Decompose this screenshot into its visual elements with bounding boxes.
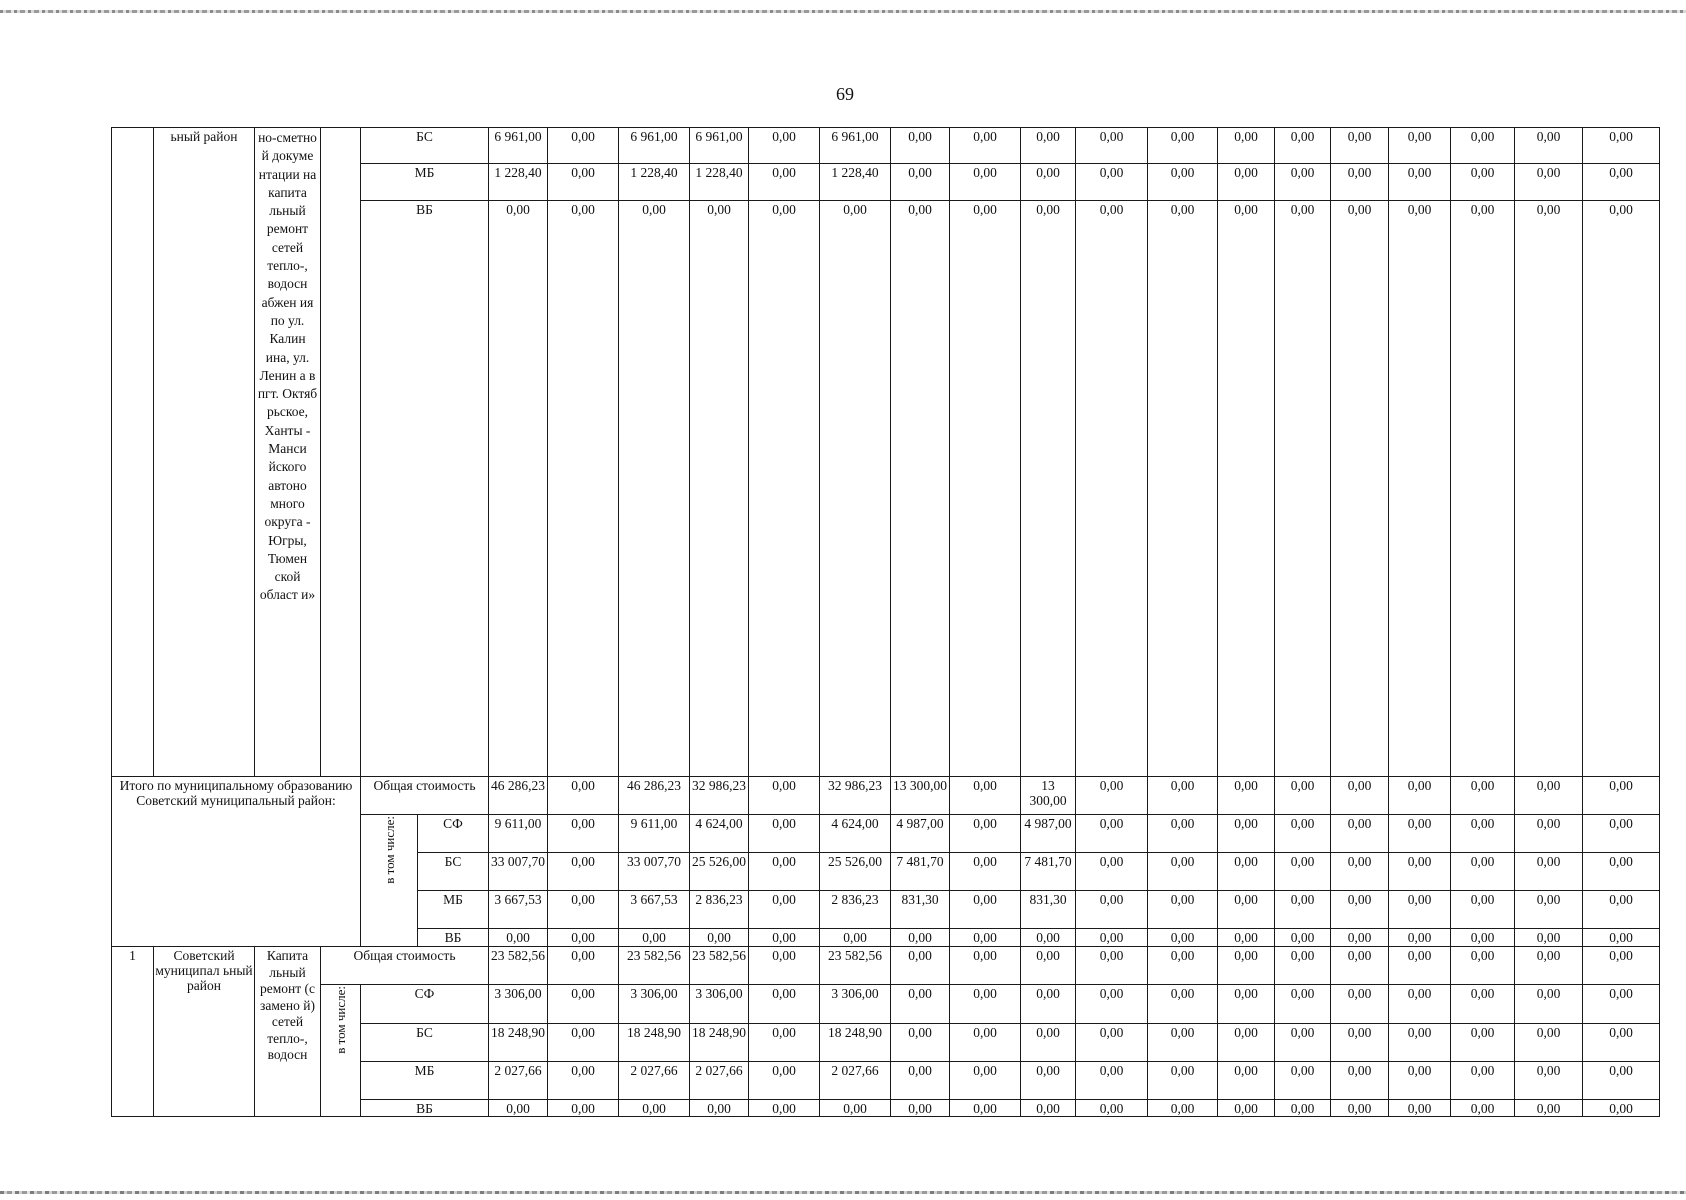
value-cell: 0,00 — [1583, 776, 1660, 814]
source-cell: ВБ — [418, 929, 489, 947]
value-cell: 0,00 — [1148, 814, 1218, 852]
value-cell: 3 667,53 — [489, 891, 548, 929]
value-cell: 831,30 — [891, 891, 950, 929]
value-cell: 0,00 — [1331, 128, 1389, 164]
total-cost-label: Общая стоимость — [361, 776, 489, 814]
value-cell: 0,00 — [1218, 128, 1275, 164]
value-cell: 0,00 — [1515, 1061, 1583, 1099]
value-cell: 0,00 — [1389, 929, 1451, 947]
value-cell: 0,00 — [1451, 1023, 1515, 1061]
value-cell: 0,00 — [1451, 164, 1515, 201]
object-cell: но-сметно й докуме нтации на капита льный ремонт сетей тепло-, водосн абжен ия по ул. Калин ина, ул. Ленин а в пгт. Октяб рьское, Ханты - Манси йского автоно много округа - Югры, Тюмен ской област и» — [255, 128, 321, 777]
value-cell: 4 987,00 — [891, 814, 950, 852]
value-cell: 0,00 — [1076, 814, 1148, 852]
value-cell: 0,00 — [1583, 1023, 1660, 1061]
value-cell: 0,00 — [1515, 947, 1583, 985]
value-cell: 0,00 — [1148, 891, 1218, 929]
value-cell: 3 306,00 — [489, 985, 548, 1023]
value-cell: 4 624,00 — [690, 814, 749, 852]
value-cell: 6 961,00 — [619, 128, 690, 164]
value-cell: 0,00 — [1389, 1023, 1451, 1061]
value-cell: 0,00 — [1076, 128, 1148, 164]
budget-table — [111, 127, 1660, 1117]
value-cell: 0,00 — [1515, 128, 1583, 164]
value-cell: 0,00 — [1515, 852, 1583, 890]
value-cell: 0,00 — [548, 164, 619, 201]
value-cell: 0,00 — [1148, 164, 1218, 201]
value-cell: 0,00 — [891, 1099, 950, 1116]
value-cell: 0,00 — [1331, 929, 1389, 947]
value-cell: 0,00 — [1451, 128, 1515, 164]
value-cell: 23 582,56 — [690, 947, 749, 985]
in-total-vertical-label: в том числе: — [361, 814, 418, 946]
value-cell: 0,00 — [1148, 1023, 1218, 1061]
value-cell: 0,00 — [1021, 1061, 1076, 1099]
value-cell: 0,00 — [891, 128, 950, 164]
value-cell: 0,00 — [1275, 985, 1331, 1023]
value-cell: 0,00 — [548, 947, 619, 985]
total-label-cell: Итого по муниципальному образованию Советский муниципальный район: — [112, 776, 361, 947]
value-cell: 0,00 — [1389, 985, 1451, 1023]
value-cell: 0,00 — [1583, 985, 1660, 1023]
value-cell: 18 248,90 — [820, 1023, 891, 1061]
value-cell: 2 027,66 — [489, 1061, 548, 1099]
value-cell: 0,00 — [1076, 947, 1148, 985]
value-cell: 23 582,56 — [619, 947, 690, 985]
value-cell: 0,00 — [950, 164, 1021, 201]
value-cell: 0,00 — [1583, 814, 1660, 852]
value-cell: 0,00 — [1331, 852, 1389, 890]
value-cell: 0,00 — [1583, 201, 1660, 776]
value-cell: 0,00 — [1275, 776, 1331, 814]
value-cell: 0,00 — [1451, 1099, 1515, 1116]
scan-edge-top — [0, 10, 1686, 13]
value-cell: 0,00 — [1389, 164, 1451, 201]
value-cell: 46 286,23 — [619, 776, 690, 814]
value-cell: 33 007,70 — [489, 852, 548, 890]
value-cell: 0,00 — [749, 814, 820, 852]
value-cell: 0,00 — [891, 201, 950, 776]
value-cell: 0,00 — [1076, 1023, 1148, 1061]
source-cell: МБ — [418, 891, 489, 929]
value-cell: 0,00 — [1331, 891, 1389, 929]
value-cell: 0,00 — [548, 1061, 619, 1099]
value-cell: 0,00 — [1218, 985, 1275, 1023]
value-cell: 0,00 — [1021, 929, 1076, 947]
value-cell: 0,00 — [749, 1023, 820, 1061]
value-cell: 0,00 — [749, 929, 820, 947]
value-cell: 0,00 — [1515, 164, 1583, 201]
value-cell: 0,00 — [1275, 891, 1331, 929]
value-cell: 18 248,90 — [619, 1023, 690, 1061]
value-cell: 0,00 — [1275, 947, 1331, 985]
value-cell: 3 667,53 — [619, 891, 690, 929]
value-cell: 0,00 — [548, 852, 619, 890]
value-cell: 0,00 — [1275, 814, 1331, 852]
num-cell: 1 — [112, 947, 154, 1117]
value-cell: 18 248,90 — [489, 1023, 548, 1061]
value-cell: 1 228,40 — [489, 164, 548, 201]
value-cell: 0,00 — [548, 128, 619, 164]
value-cell: 0,00 — [1451, 814, 1515, 852]
value-cell: 0,00 — [1076, 852, 1148, 890]
value-cell: 1 228,40 — [619, 164, 690, 201]
value-cell: 25 526,00 — [690, 852, 749, 890]
value-cell: 0,00 — [1275, 1061, 1331, 1099]
value-cell: 0,00 — [1076, 891, 1148, 929]
value-cell: 0,00 — [619, 929, 690, 947]
value-cell: 0,00 — [950, 891, 1021, 929]
value-cell: 0,00 — [1076, 1099, 1148, 1116]
value-cell: 0,00 — [489, 1099, 548, 1116]
value-cell: 0,00 — [1275, 164, 1331, 201]
value-cell: 0,00 — [1218, 852, 1275, 890]
value-cell: 0,00 — [749, 201, 820, 776]
value-cell: 0,00 — [548, 1099, 619, 1116]
value-cell: 0,00 — [1515, 985, 1583, 1023]
value-cell: 1 228,40 — [820, 164, 891, 201]
value-cell: 0,00 — [1076, 164, 1148, 201]
value-cell: 0,00 — [619, 201, 690, 776]
value-cell: 0,00 — [1275, 128, 1331, 164]
value-cell: 2 836,23 — [820, 891, 891, 929]
value-cell: 0,00 — [1389, 1099, 1451, 1116]
value-cell: 3 306,00 — [619, 985, 690, 1023]
value-cell: 0,00 — [1451, 891, 1515, 929]
scan-edge-bottom — [0, 1191, 1686, 1194]
value-cell: 0,00 — [1583, 947, 1660, 985]
value-cell: 0,00 — [749, 985, 820, 1023]
value-cell: 9 611,00 — [489, 814, 548, 852]
value-cell: 0,00 — [891, 1061, 950, 1099]
value-cell: 0,00 — [1451, 947, 1515, 985]
value-cell: 0,00 — [690, 929, 749, 947]
district-cell: ьный район — [154, 128, 255, 777]
value-cell: 46 286,23 — [489, 776, 548, 814]
value-cell: 0,00 — [1076, 985, 1148, 1023]
value-cell: 0,00 — [1331, 1023, 1389, 1061]
value-cell: 0,00 — [1275, 852, 1331, 890]
value-cell: 0,00 — [891, 929, 950, 947]
value-cell: 9 611,00 — [619, 814, 690, 852]
source-cell: БС — [361, 1023, 489, 1061]
value-cell: 0,00 — [1451, 776, 1515, 814]
value-cell: 0,00 — [1583, 1099, 1660, 1116]
value-cell: 7 481,70 — [891, 852, 950, 890]
value-cell: 0,00 — [1515, 201, 1583, 776]
value-cell: 0,00 — [1021, 1023, 1076, 1061]
page-number: 69 — [836, 84, 854, 104]
value-cell: 0,00 — [1021, 128, 1076, 164]
value-cell: 0,00 — [489, 201, 548, 776]
value-cell: 0,00 — [1451, 1061, 1515, 1099]
value-cell: 0,00 — [1218, 776, 1275, 814]
value-cell: 18 248,90 — [690, 1023, 749, 1061]
value-cell: 0,00 — [1331, 201, 1389, 776]
value-cell: 0,00 — [548, 1023, 619, 1061]
value-cell: 0,00 — [1331, 985, 1389, 1023]
value-cell: 0,00 — [1218, 164, 1275, 201]
value-cell: 0,00 — [1583, 164, 1660, 201]
value-cell: 0,00 — [1515, 929, 1583, 947]
value-cell: 0,00 — [1076, 929, 1148, 947]
value-cell: 0,00 — [1331, 814, 1389, 852]
value-cell: 0,00 — [749, 164, 820, 201]
value-cell: 0,00 — [690, 1099, 749, 1116]
value-cell: 2 027,66 — [820, 1061, 891, 1099]
source-cell: МБ — [361, 1061, 489, 1099]
value-cell: 831,30 — [1021, 891, 1076, 929]
section-a-row — [112, 128, 1660, 164]
value-cell: 0,00 — [548, 201, 619, 776]
value-cell: 0,00 — [950, 1023, 1021, 1061]
value-cell: 0,00 — [1583, 852, 1660, 890]
value-cell: 0,00 — [749, 852, 820, 890]
value-cell: 0,00 — [1389, 1061, 1451, 1099]
value-cell: 2 027,66 — [619, 1061, 690, 1099]
value-cell: 0,00 — [1148, 1061, 1218, 1099]
value-cell: 0,00 — [950, 852, 1021, 890]
value-cell: 0,00 — [1275, 1023, 1331, 1061]
section-c-row — [112, 985, 1660, 1023]
value-cell: 0,00 — [950, 947, 1021, 985]
value-cell: 0,00 — [1218, 201, 1275, 776]
source-cell: МБ — [361, 164, 489, 201]
value-cell: 0,00 — [749, 1099, 820, 1116]
value-cell: 0,00 — [820, 201, 891, 776]
value-cell: 0,00 — [1275, 1099, 1331, 1116]
value-cell: 0,00 — [1389, 128, 1451, 164]
value-cell: 0,00 — [891, 985, 950, 1023]
value-cell: 0,00 — [1331, 1061, 1389, 1099]
value-cell: 0,00 — [1148, 1099, 1218, 1116]
value-cell: 0,00 — [1218, 814, 1275, 852]
num-cell — [112, 128, 154, 777]
value-cell: 0,00 — [950, 814, 1021, 852]
value-cell: 0,00 — [548, 891, 619, 929]
value-cell: 0,00 — [950, 1099, 1021, 1116]
value-cell: 0,00 — [1218, 947, 1275, 985]
source-cell: СФ — [361, 985, 489, 1023]
value-cell: 0,00 — [1389, 814, 1451, 852]
value-cell: 0,00 — [749, 947, 820, 985]
value-cell: 0,00 — [1021, 201, 1076, 776]
value-cell: 0,00 — [1515, 891, 1583, 929]
value-cell: 0,00 — [1451, 985, 1515, 1023]
value-cell: 0,00 — [1021, 164, 1076, 201]
blank-cell — [321, 128, 361, 777]
value-cell: 0,00 — [820, 929, 891, 947]
value-cell: 33 007,70 — [619, 852, 690, 890]
value-cell: 23 582,56 — [820, 947, 891, 985]
value-cell: 32 986,23 — [820, 776, 891, 814]
source-cell: БС — [418, 852, 489, 890]
value-cell: 0,00 — [891, 164, 950, 201]
value-cell: 0,00 — [749, 128, 820, 164]
value-cell: 0,00 — [1275, 929, 1331, 947]
value-cell: 3 306,00 — [690, 985, 749, 1023]
value-cell: 4 987,00 — [1021, 814, 1076, 852]
value-cell: 0,00 — [1515, 1099, 1583, 1116]
value-cell: 0,00 — [1218, 929, 1275, 947]
value-cell: 6 961,00 — [690, 128, 749, 164]
value-cell: 0,00 — [1583, 1061, 1660, 1099]
value-cell: 0,00 — [1451, 852, 1515, 890]
value-cell: 0,00 — [489, 929, 548, 947]
value-cell: 0,00 — [749, 776, 820, 814]
value-cell: 0,00 — [1148, 947, 1218, 985]
value-cell: 0,00 — [950, 201, 1021, 776]
value-cell: 0,00 — [749, 1061, 820, 1099]
value-cell: 0,00 — [1218, 1023, 1275, 1061]
value-cell: 0,00 — [950, 776, 1021, 814]
value-cell: 1 228,40 — [690, 164, 749, 201]
value-cell: 0,00 — [820, 1099, 891, 1116]
value-cell: 0,00 — [1451, 929, 1515, 947]
value-cell: 0,00 — [1389, 776, 1451, 814]
value-cell: 0,00 — [1583, 891, 1660, 929]
total-cost-label: Общая стоимость — [321, 947, 489, 985]
value-cell: 0,00 — [1148, 985, 1218, 1023]
district-cell: Советский муниципал ьный район — [154, 947, 255, 1117]
value-cell: 0,00 — [619, 1099, 690, 1116]
value-cell: 0,00 — [1515, 814, 1583, 852]
value-cell: 0,00 — [950, 1061, 1021, 1099]
value-cell: 0,00 — [950, 929, 1021, 947]
value-cell: 13 300,00 — [891, 776, 950, 814]
value-cell: 0,00 — [1389, 891, 1451, 929]
object-cell: Капита льный ремонт (с замено й) сетей тепло-, водосн — [255, 947, 321, 1117]
value-cell: 13 300,00 — [1021, 776, 1076, 814]
value-cell: 0,00 — [950, 985, 1021, 1023]
value-cell: 23 582,56 — [489, 947, 548, 985]
value-cell: 0,00 — [1076, 201, 1148, 776]
value-cell: 0,00 — [1583, 929, 1660, 947]
value-cell: 0,00 — [749, 891, 820, 929]
value-cell: 6 961,00 — [820, 128, 891, 164]
value-cell: 0,00 — [1331, 1099, 1389, 1116]
value-cell: 32 986,23 — [690, 776, 749, 814]
source-cell: ВБ — [361, 1099, 489, 1116]
value-cell: 0,00 — [1218, 1099, 1275, 1116]
value-cell: 0,00 — [1148, 929, 1218, 947]
value-cell: 0,00 — [1218, 1061, 1275, 1099]
value-cell: 0,00 — [1148, 201, 1218, 776]
value-cell: 7 481,70 — [1021, 852, 1076, 890]
value-cell: 0,00 — [1583, 128, 1660, 164]
in-total-vertical-label: в том числе: — [321, 985, 361, 1117]
value-cell: 0,00 — [1389, 947, 1451, 985]
value-cell: 0,00 — [1515, 776, 1583, 814]
value-cell: 0,00 — [548, 929, 619, 947]
value-cell: 0,00 — [1148, 128, 1218, 164]
value-cell: 2 027,66 — [690, 1061, 749, 1099]
value-cell: 0,00 — [1275, 201, 1331, 776]
value-cell: 0,00 — [891, 947, 950, 985]
value-cell: 0,00 — [1389, 852, 1451, 890]
value-cell: 0,00 — [690, 201, 749, 776]
value-cell: 0,00 — [548, 814, 619, 852]
value-cell: 2 836,23 — [690, 891, 749, 929]
value-cell: 6 961,00 — [489, 128, 548, 164]
source-cell: СФ — [418, 814, 489, 852]
value-cell: 0,00 — [891, 1023, 950, 1061]
source-cell: ВБ — [361, 201, 489, 776]
value-cell: 0,00 — [1515, 1023, 1583, 1061]
value-cell: 0,00 — [1021, 985, 1076, 1023]
section-c-row — [112, 947, 1660, 985]
value-cell: 0,00 — [1331, 947, 1389, 985]
value-cell: 0,00 — [548, 985, 619, 1023]
value-cell: 0,00 — [1451, 201, 1515, 776]
value-cell: 0,00 — [1148, 776, 1218, 814]
value-cell: 0,00 — [950, 128, 1021, 164]
value-cell: 0,00 — [1076, 1061, 1148, 1099]
value-cell: 4 624,00 — [820, 814, 891, 852]
value-cell: 0,00 — [1076, 776, 1148, 814]
value-cell: 0,00 — [1331, 776, 1389, 814]
value-cell: 3 306,00 — [820, 985, 891, 1023]
value-cell: 0,00 — [548, 776, 619, 814]
value-cell: 0,00 — [1021, 1099, 1076, 1116]
source-cell: БС — [361, 128, 489, 164]
value-cell: 0,00 — [1218, 891, 1275, 929]
total-row — [112, 776, 1660, 814]
value-cell: 0,00 — [1389, 201, 1451, 776]
value-cell: 0,00 — [1331, 164, 1389, 201]
value-cell: 0,00 — [1021, 947, 1076, 985]
value-cell: 0,00 — [1148, 852, 1218, 890]
value-cell: 25 526,00 — [820, 852, 891, 890]
